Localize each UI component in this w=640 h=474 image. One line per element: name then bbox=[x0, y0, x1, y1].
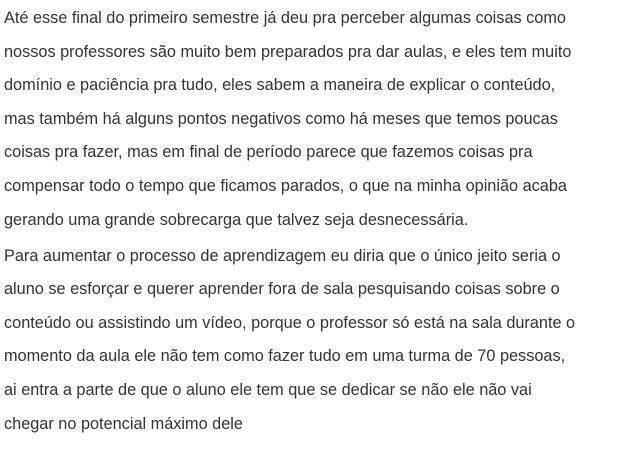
text-line: Até esse final do primeiro semestre já deu pra perceber algumas coisas como bbox=[4, 9, 566, 27]
text-line: compensar todo o tempo que ficamos parados, o que na minha opinião acaba bbox=[4, 176, 567, 195]
text-line: ai entra a parte de que o aluno ele tem que se dedicar se não ele não vai bbox=[4, 381, 532, 400]
document-body bbox=[4, 2, 638, 441]
text-line: domínio e paciência pra tudo, eles sabem a maneira de explicar o conteúdo, bbox=[4, 76, 556, 95]
text-line: nossos professores são muito bem preparados pra dar aulas, e eles tem muito bbox=[4, 42, 572, 61]
text-line: mas também há alguns pontos negativos como há meses que temos poucas bbox=[4, 109, 558, 128]
text-line: conteúdo ou assistindo um vídeo, porque o professor só está na sala durante o bbox=[4, 313, 576, 332]
paragraph-2 bbox=[4, 240, 638, 442]
paragraph-1 bbox=[4, 2, 638, 237]
text-line: gerando uma grande sobrecarga que talvez seja desnecessária. bbox=[4, 210, 469, 229]
text-line: momento da aula ele não tem como fazer tudo em uma turma de 70 pessoas, bbox=[4, 347, 566, 366]
text-line: aluno se esforçar e querer aprender fora de sala pesquisando coisas sobre o bbox=[4, 280, 560, 299]
text-line: chegar no potencial máximo dele bbox=[4, 414, 243, 433]
text-line: Para aumentar o processo de aprendizagem eu diria que o único jeito seria o bbox=[4, 246, 561, 265]
text-line: coisas pra fazer, mas em final de período parece que fazemos coisas pra bbox=[4, 143, 533, 162]
